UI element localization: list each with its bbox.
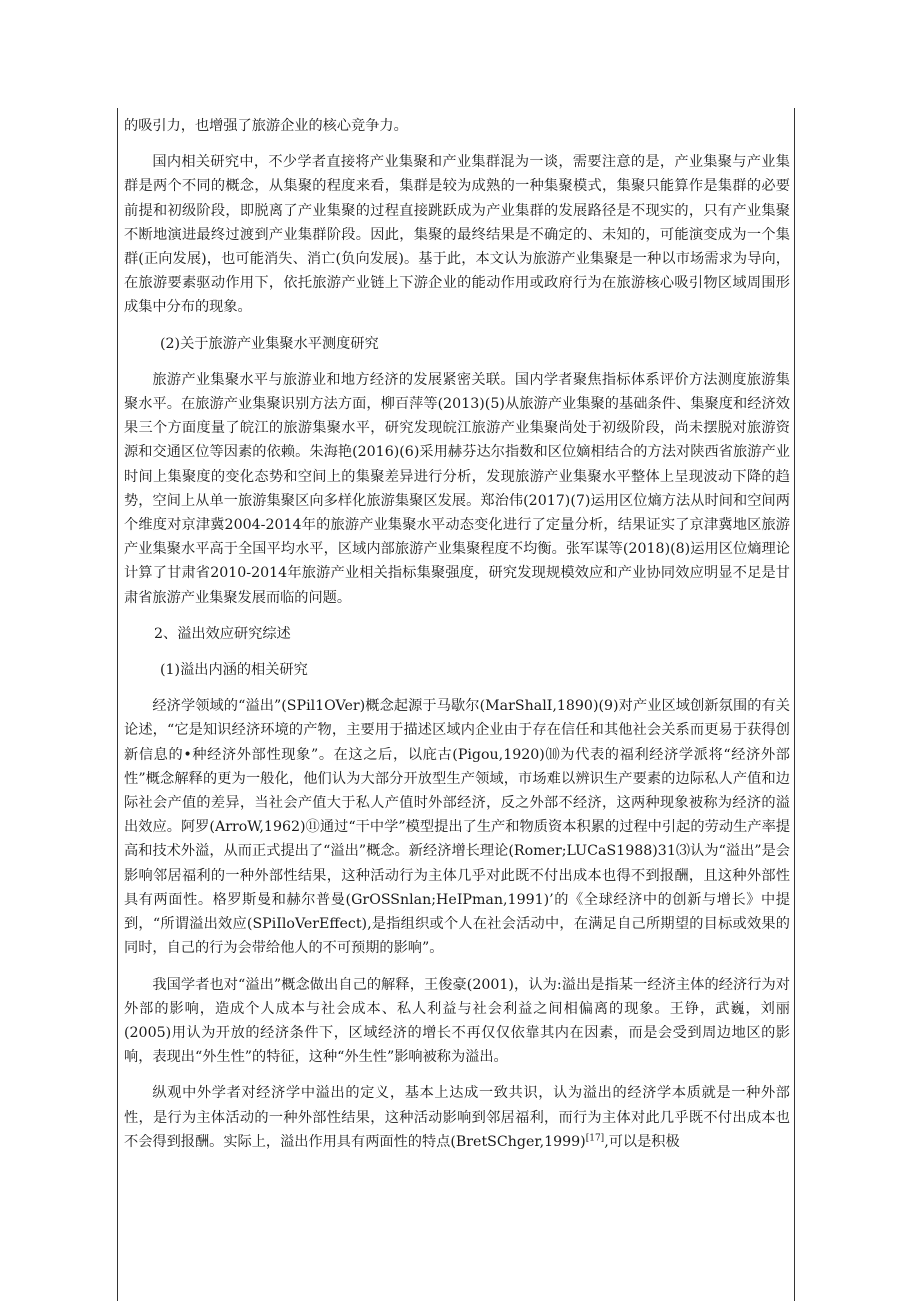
subheading-spillover-concept: (1)溢出内涵的相关研究: [160, 662, 308, 679]
paragraph-spillover-origin: 经济学领域的“溢出”(SPil1OVer)概念起源于马歇尔(MarShalI,1890)(9)对产业区域创新氛围的有关论述，“它是知识经济环境的产物，主要用于描述区域内企业由于存在信任和其他社会关系而更易于获得创新信息的•种经济外部性现象”。在这之后，以庇古(Pigou,1920)⑽为代表的福利经济学派将“经济外部性”概念解释的更为一般化，他们认为大部分开放型生产领域，市场难以辨识生产要素的边际私人产值和边际社会产值的差异，当社会产值大于私人产值时外部经济，反之外部不经济，这两种现象被称为经济的溢出效应。阿罗(ArroW,1962)⑪通过“干中学”模型提出了生产和物质资本积累的过程中引起的劳动生产率提高和技术外溢，从而正式提出了“溢出”概念。新经济增长理论(Romer;LUCaS1988)31⑶认为“溢出”是会影响邻居福利的一种外部性结果，这种活动行为主体几乎对此既不付出成本也得不到报酬，且这种外部性具有两面性。格罗斯曼和赫尔普曼(GrOSSnlan;HeIPman,1991)’的《全球经济中的创新与增长》中提到，“所谓溢出效应(SPiIloVerEffect),是指组织或个人在社会活动中，在满足自己所期望的目标或效果的同时，自己的行为会带给他人的不可预期的影响”。: [124, 698, 790, 957]
citation-ref: [17]: [585, 1132, 605, 1143]
paragraph-measurement-review: 旅游产业集聚水平与旅游业和地方经济的发展紧密关联。国内学者聚焦指标体系评价方法测度旅游集聚水平。在旅游产业集聚识别方法方面，柳百萍等(2013)(5)从旅游产业集聚的基础条件、集聚度和经济效果三个方面度量了皖江的旅游集聚水平，研究发现皖江旅游产业集聚尚处于初级阶段，尚未摆脱对旅游资源和交通区位等因素的依赖。朱海艳(2016)(6)采用赫芬达尔指数和区位嫡相结合的方法对陕西省旅游产业时间上集聚度的变化态势和空间上的集聚差异进行分析，发现旅游产业集聚水平整体上呈现波动下降的趋势，空间上从单一旅游集聚区向多样化旅游集聚区发展。郑治伟(2017)(7)运用区位熵方法从时间和空间两个维度对京津冀2004-2014年的旅游产业集聚水平动态变化进行了定量分析，结果证实了京津冀地区旅游产业集聚水平高于全国平均水平，区域内部旅游产业集聚程度不均衡。张军谋等(2018)(8)运用区位熵理论计算了甘肃省2010-2014年旅游产业相关指标集聚强度，研究发现规模效应和产业协同效应明显不足是甘肃省旅游产业集聚发展而临的问题。: [124, 371, 790, 606]
summary-tail: ,可以是积极: [604, 1133, 680, 1150]
paragraph-concept-distinction: 国内相关研究中，不少学者直接将产业集聚和产业集群混为一谈，需要注意的是，产业集聚与产业集群是两个不同的概念，从集聚的程度来看，集群是较为成熟的一种集聚模式，集聚只能算作是集群的必要前提和初级阶段，即脱离了产业集聚的过程直接跳跃成为产业集群的发展路径是不现实的，只有产业集聚不断地演进最终过渡到产业集群阶段。因此，集聚的最终结果是不确定的、未知的，可能演变成为一个集群(正向发展)，也可能消失、消亡(负向发展)。基于此，本文认为旅游产业集聚是一种以市场需求为导向，在旅游要素驱动作用下，依托旅游产业链上下游企业的能动作用或政府行为在旅游核心吸引物区域周围形成集中分布的现象。: [124, 154, 790, 316]
paragraph-continuation: 的吸引力，也增强了旅游企业的核心竞争力。: [124, 118, 408, 134]
subheading-measurement: (2)关于旅游产业集聚水平测度研究: [160, 335, 379, 352]
summary-text: 纵观中外学者对经济学中溢出的定义，基本上达成一致共识，认为溢出的经济学本质就是一种外部性，是行为主体活动的一种外部性结果，这种活动影响到邻居福利，而行为主体对此几乎既不付出成本也不会得到报酬。实际上，溢出作用具有两面性的特点(BretSChger,1999): [124, 1085, 790, 1150]
document-body: [124, 114, 790, 1154]
paragraph-summary: [124, 1081, 790, 1154]
paragraph-domestic-scholars: 我国学者也对“溢出”概念做出自己的解释，王俊豪(2001)，认为:溢出是指某一经济主体的经济行为对外部的影响，造成个人成本与社会成本、私人利益与社会利益之间相偏离的现象。王铮，武巍，刘丽(2005)用认为开放的经济条件下，区域经济的增长不再仅仅依靠其内在因素，而是会受到周边地区的影响，表现出“外生性”的特征，这种“外生性”影响被称为溢出。: [124, 976, 790, 1066]
section-heading-spillover: 2、溢出效应研究综述: [154, 625, 291, 642]
